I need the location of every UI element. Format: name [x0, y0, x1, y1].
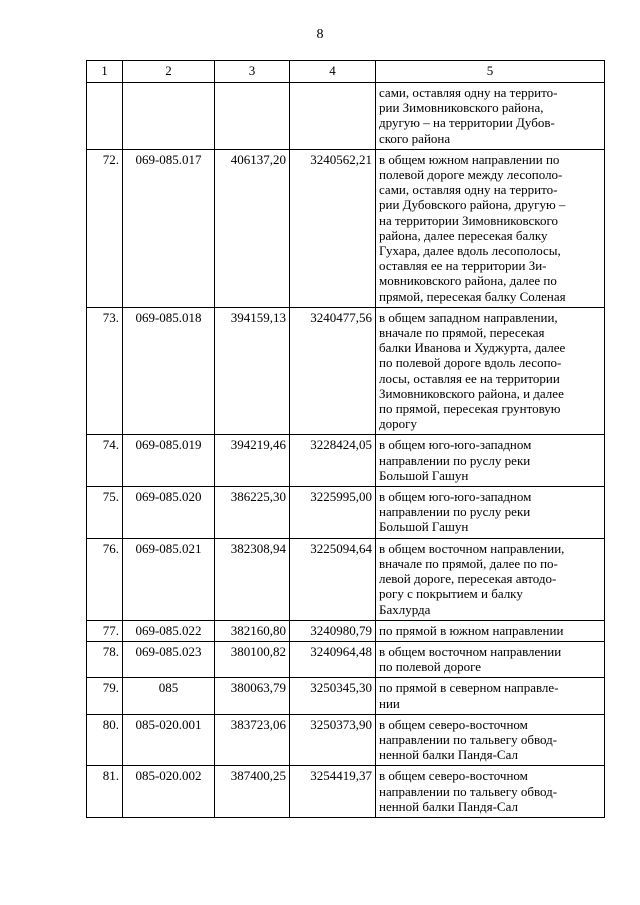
row-number: 76.: [87, 538, 123, 620]
desc-line: сами, оставляя одну на террито-: [379, 85, 558, 100]
desc-line: другую – на территории Дубов-: [379, 115, 555, 131]
coord-y: 3254419,37: [290, 766, 376, 818]
point-code: 069-085.021: [123, 538, 215, 620]
header-col-4: 4: [290, 61, 376, 83]
desc-line: направлении по руслу реки: [379, 504, 531, 520]
table-row: [87, 487, 605, 539]
coord-x: 406137,20: [215, 149, 290, 307]
desc-line: ского района: [379, 130, 451, 146]
boundary-description: [376, 714, 605, 766]
empty-cell: [87, 83, 123, 150]
boundary-description: [376, 766, 605, 818]
coord-x: 394159,13: [215, 307, 290, 435]
coord-y: 3228424,05: [290, 435, 376, 487]
desc-line: прямой, пересекая балку Соленая: [379, 288, 566, 304]
point-code: 085-020.002: [123, 766, 215, 818]
coord-y: 3225094,64: [290, 538, 376, 620]
boundary-description: [376, 678, 605, 714]
desc-line: полевой дороге между лесополо-: [379, 167, 563, 183]
desc-line: левой дороге, пересекая автодо-: [379, 571, 557, 587]
desc-line: направлении по руслу реки: [379, 452, 531, 468]
row-number: 73.: [87, 307, 123, 435]
boundary-description: [376, 149, 605, 307]
desc-line: направлении по тальвегу обвод-: [379, 731, 558, 747]
empty-cell: [123, 83, 215, 150]
table-row: [87, 766, 605, 818]
coord-x: 380100,82: [215, 641, 290, 677]
desc-line: ненной балки Пандя-Сал: [379, 747, 518, 763]
boundary-description: [376, 435, 605, 487]
point-code: 069-085.020: [123, 487, 215, 539]
row-number: 79.: [87, 678, 123, 714]
row-number: 75.: [87, 487, 123, 539]
row-number: 81.: [87, 766, 123, 818]
desc-line: Гухара, далее вдоль лесополосы,: [379, 243, 561, 259]
coord-y: 3225995,00: [290, 487, 376, 539]
desc-line: в общем северо-восточном: [379, 768, 528, 784]
coord-y: 3240964,48: [290, 641, 376, 677]
point-code: 069-085.023: [123, 641, 215, 677]
boundary-description: [376, 641, 605, 677]
row-number: 74.: [87, 435, 123, 487]
boundary-table: [86, 60, 605, 818]
desc-line: вначале по прямой, пересекая: [379, 325, 545, 341]
desc-line: рогу с покрытием и балку: [379, 586, 523, 602]
empty-cell: [215, 83, 290, 150]
point-code: 085: [123, 678, 215, 714]
boundary-description: [376, 620, 605, 641]
row-number: 77.: [87, 620, 123, 641]
desc-line: мовниковского района, далее по: [379, 273, 557, 289]
coord-x: 387400,25: [215, 766, 290, 818]
point-code: 069-085.019: [123, 435, 215, 487]
coord-y: 3240562,21: [290, 149, 376, 307]
desc-line: в общем западном направлении,: [379, 309, 558, 325]
coord-y: 3250345,30: [290, 678, 376, 714]
coord-y: 3240980,79: [290, 620, 376, 641]
desc-line: рии Дубовского района, другую –: [379, 197, 566, 213]
page-number: 8: [316, 27, 324, 42]
table-header-row: [87, 61, 605, 83]
desc-line: нии: [379, 695, 400, 711]
desc-line: в общем юго-юго-западном: [379, 437, 532, 453]
desc-line: по полевой дороге вдоль лесопо-: [379, 355, 562, 371]
table-row: [87, 714, 605, 766]
desc-line: Бахлурда: [379, 601, 431, 617]
desc-line: вначале по прямой, далее по по-: [379, 555, 558, 571]
coord-y: 3250373,90: [290, 714, 376, 766]
desc-line: в общем южном направлении по: [379, 151, 560, 167]
point-code: 069-085.018: [123, 307, 215, 435]
desc-line: ненной балки Пандя-Сал: [379, 798, 518, 814]
desc-line: балки Иванова и Худжурта, далее: [379, 340, 566, 356]
boundary-description: [376, 538, 605, 620]
coord-x: 383723,06: [215, 714, 290, 766]
desc-line: Большой Гашун: [379, 467, 469, 483]
row-number: 78.: [87, 641, 123, 677]
desc-line: по полевой дороге: [379, 659, 482, 675]
point-code: 085-020.001: [123, 714, 215, 766]
empty-cell: [290, 83, 376, 150]
boundary-description: [376, 487, 605, 539]
desc-line: района, далее пересекая балку: [379, 227, 548, 243]
desc-line: в общем восточном направлении,: [379, 540, 565, 556]
row-number: 72.: [87, 149, 123, 307]
point-code: 069-085.017: [123, 149, 215, 307]
desc-line: в общем юго-юго-западном: [379, 489, 532, 505]
desc-line: Большой Гашун: [379, 519, 469, 535]
header-col-5: 5: [376, 61, 605, 83]
coord-x: 394219,46: [215, 435, 290, 487]
header-col-2: 2: [123, 61, 215, 83]
desc-line: сами, оставляя одну на террито-: [379, 182, 558, 198]
desc-line: Зимовниковского района, и далее: [379, 385, 564, 401]
continuation-row: [87, 83, 605, 150]
coord-x: 386225,30: [215, 487, 290, 539]
desc-line: дорогу: [379, 416, 417, 432]
coord-y: 3240477,56: [290, 307, 376, 435]
desc-line: на территории Зимовниковского: [379, 212, 558, 228]
desc-line: по прямой в южном направлении: [379, 622, 564, 638]
desc-line: по прямой, пересекая грунтовую: [379, 401, 561, 417]
table-row: [87, 641, 605, 677]
table-row: [87, 538, 605, 620]
desc-line: лосы, оставляя ее на территории: [379, 370, 560, 386]
desc-line: рии Зимовниковского района,: [379, 100, 544, 116]
boundary-description: [376, 307, 605, 435]
header-col-3: 3: [215, 61, 290, 83]
header-col-1: 1: [87, 61, 123, 83]
table-row: [87, 149, 605, 307]
desc-line: оставляя ее на территории Зи-: [379, 258, 547, 274]
row-number: 80.: [87, 714, 123, 766]
table-row: [87, 620, 605, 641]
desc-line: по прямой в северном направле-: [379, 680, 559, 696]
table-row: [87, 678, 605, 714]
desc-line: в общем северо-восточном: [379, 716, 528, 732]
desc-line: направлении по тальвегу обвод-: [379, 783, 558, 799]
table-row: [87, 435, 605, 487]
desc-line: в общем восточном направлении: [379, 643, 562, 659]
continuation-description: [376, 83, 605, 150]
coord-x: 382308,94: [215, 538, 290, 620]
coord-x: 382160,80: [215, 620, 290, 641]
coord-x: 380063,79: [215, 678, 290, 714]
point-code: 069-085.022: [123, 620, 215, 641]
table-row: [87, 307, 605, 435]
